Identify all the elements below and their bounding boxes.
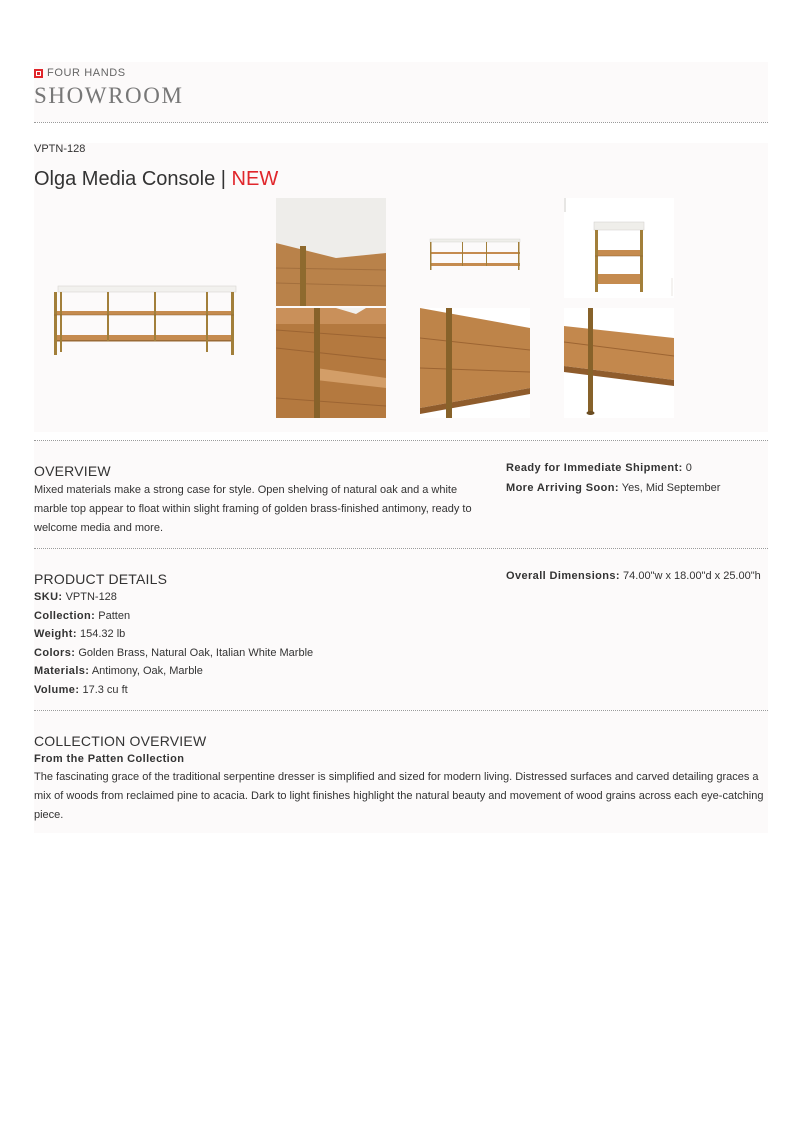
detail-row-materials — [34, 662, 484, 681]
dimensions-value: 74.00"w x 18.00"d x 25.00"h — [623, 570, 761, 582]
showroom-title: SHOWROOM — [34, 83, 184, 108]
console-wide-view-image[interactable] — [420, 232, 530, 272]
product-code: VPTN-128 — [34, 143, 86, 155]
marble-top-detail-image[interactable] — [276, 198, 386, 306]
dimensions-label: Overall Dimensions: — [506, 570, 620, 582]
detail-value: 154.32 lb — [80, 628, 126, 641]
spec-sheet — [34, 62, 768, 833]
detail-label: Volume: — [34, 683, 80, 696]
details-list — [34, 588, 484, 700]
overall-dimensions — [506, 567, 768, 586]
shelf-leg-detail-image[interactable] — [564, 308, 674, 418]
shelf-edge-detail-image[interactable] — [420, 308, 530, 418]
detail-row-collection — [34, 607, 484, 626]
detail-label: Colors: — [34, 646, 76, 659]
detail-value: Golden Brass, Natural Oak, Italian White Marble — [78, 646, 314, 659]
details-section — [34, 549, 768, 710]
detail-value: 17.3 cu ft — [82, 683, 128, 696]
collection-text: The fascinating grace of the traditional serpentine dresser is simplified and sized for modern living. Distressed surfaces and carved detailing graces a mix of woods from reclaimed pine to acacia. Dark to light finishes highlight the natural beauty and movement of wood grains across each eye-catching piece. — [34, 771, 764, 822]
image-gallery — [34, 198, 768, 426]
divider — [34, 122, 768, 123]
overview-section — [34, 441, 768, 548]
collection-heading: COLLECTION OVERVIEW — [34, 732, 207, 749]
product-name: Olga Media Console | — [34, 168, 232, 190]
detail-label: SKU: — [34, 591, 63, 603]
detail-label: Weight: — [34, 628, 77, 641]
shipment-value: 0 — [685, 462, 692, 474]
product-header — [34, 143, 768, 432]
brand-name: FOUR HANDS — [47, 67, 126, 79]
detail-label: Collection: — [34, 609, 96, 622]
arriving-status — [506, 479, 768, 498]
detail-label: Materials: — [34, 665, 90, 678]
arriving-value: Yes, Mid September — [621, 481, 721, 494]
shipment-label: Ready for Immediate Shipment: — [506, 462, 683, 474]
product-title — [34, 166, 768, 192]
shipment-status — [506, 459, 768, 478]
shelf-frame-detail-image[interactable] — [276, 308, 386, 418]
collection-section — [34, 711, 768, 834]
console-front-view-image[interactable] — [34, 234, 259, 374]
collection-subheading: From the Patten Collection — [34, 752, 185, 765]
header — [34, 62, 768, 122]
new-badge: NEW — [231, 168, 279, 190]
detail-row-volume — [34, 681, 484, 700]
details-heading: PRODUCT DETAILS — [34, 571, 168, 587]
brand-logo-icon — [34, 69, 43, 78]
detail-row-weight — [34, 625, 484, 644]
detail-value: Patten — [98, 609, 131, 622]
overview-text: Mixed materials make a strong case for style. Open shelving of natural oak and a white marble top appear to float within slight framing of golden brass-finished antimony, ready to welcome media and more. — [34, 484, 472, 534]
arriving-label: More Arriving Soon: — [506, 481, 619, 494]
detail-value: VPTN-128 — [65, 591, 117, 603]
detail-row-sku — [34, 588, 484, 607]
overview-heading: OVERVIEW — [34, 463, 111, 479]
console-side-view-image[interactable] — [564, 198, 674, 298]
detail-value: Antimony, Oak, Marble — [91, 665, 203, 678]
detail-row-colors — [34, 644, 484, 663]
brand-row — [34, 62, 768, 80]
